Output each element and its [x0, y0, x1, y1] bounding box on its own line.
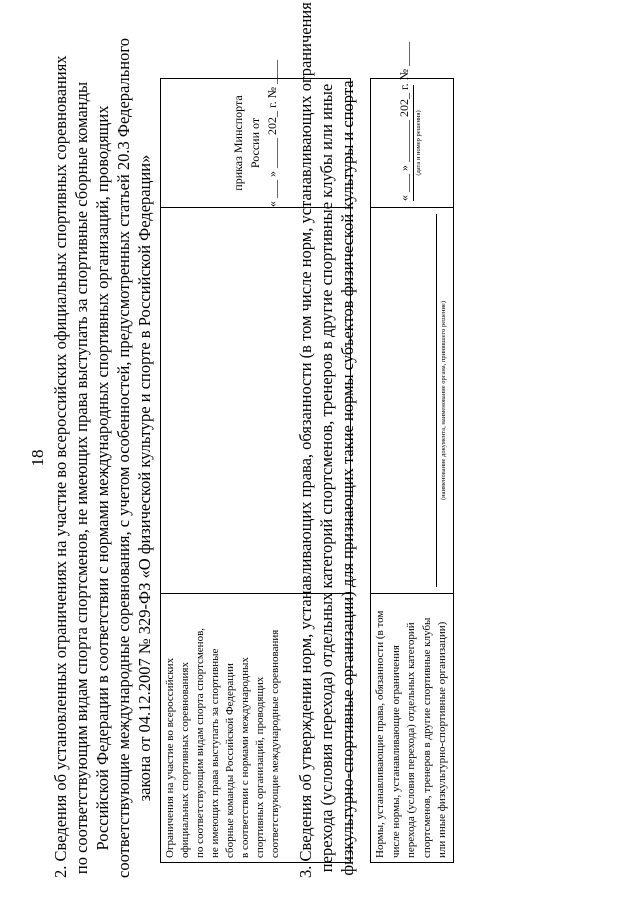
- heading-line: соответствующие международные соревнования, с учетом особенностей, предусмотренных статьей 20.3 Федерального: [114, 38, 133, 878]
- section-2-heading: [50, 38, 155, 878]
- cell-line: или иные физкультурно-спортивные организации): [436, 621, 448, 858]
- cell-line: « ___ » _____ 202_ г. № ____: [265, 59, 279, 207]
- cell-line: спортивных организаций, проводящих: [254, 676, 266, 858]
- date-rule: [413, 85, 414, 201]
- heading-line: по соответствующим видам спорта спортсменов, не имеющих права выступать за спортивные сборные команды: [72, 81, 91, 875]
- cell-line: России от: [248, 117, 262, 169]
- cell-line: числе нормы, устанавливающие ограничения: [389, 645, 402, 858]
- cell-line: в соответствии с нормами международных: [239, 657, 251, 858]
- cell-line: соответствующие международные соревнования: [269, 629, 281, 858]
- cell-line: Нормы, устанавливающие права, обязанности (в том: [374, 610, 386, 858]
- norms-table: [370, 41, 454, 863]
- section-3-heading: [295, 2, 358, 878]
- norms-description-cell: [371, 594, 454, 863]
- heading-line: Российской Федерации в соответствии с нормами международных спортивных организаций, проводящих: [93, 105, 112, 851]
- cell-line: не имеющих права выступать за спортивные: [209, 648, 221, 858]
- heading-line: 2. Сведения об установленных ограничениях на участие во всероссийских официальных спортивных соревнованиях: [51, 55, 70, 878]
- heading-line: 3. Сведения об утверждении норм, устанавливающих права, обязанности (в том числе норм, устанавливающих ограничения: [296, 2, 315, 878]
- cell-line: сборные команды Российской Федерации: [224, 663, 236, 858]
- heading-line: перехода (условия перехода) отдельных категорий спортсменов, тренеров в другие спортивные клубы или иные: [317, 83, 336, 873]
- cell-line: официальных спортивных соревнованиях: [179, 662, 191, 858]
- cell-line: приказ Минспорта: [231, 95, 245, 191]
- heading-line: закона от 04.12.2007 № 329-ФЗ «О физической культуре и спорте в Российской Федерации»: [135, 154, 154, 802]
- cell-line: перехода (условия перехода) отдельных категорий: [405, 622, 417, 858]
- cell-line: по соответствующим видам спорта спортсменов,: [194, 627, 206, 858]
- document-note: (наименование документа, наименование органа, принявшего решение): [439, 301, 447, 501]
- cell-line: Ограничения на участие во всероссийских: [164, 657, 176, 858]
- heading-line: физкультурно-спортивные организации) для признающих такие нормы субъектов физической культуры и спорта: [338, 80, 357, 876]
- document-name-cell: [371, 208, 454, 594]
- decision-date-line: « ___ » _______ 202_ г. № ____: [397, 41, 411, 201]
- date-note: (дата и номер решения): [415, 110, 422, 176]
- page-number: 18: [28, 449, 47, 467]
- decision-date-cell: [371, 41, 454, 208]
- signature-line: [436, 214, 437, 587]
- cell-line: спортсменов, тренеров в другие спортивные клубы: [420, 617, 433, 858]
- table-row: [371, 79, 454, 863]
